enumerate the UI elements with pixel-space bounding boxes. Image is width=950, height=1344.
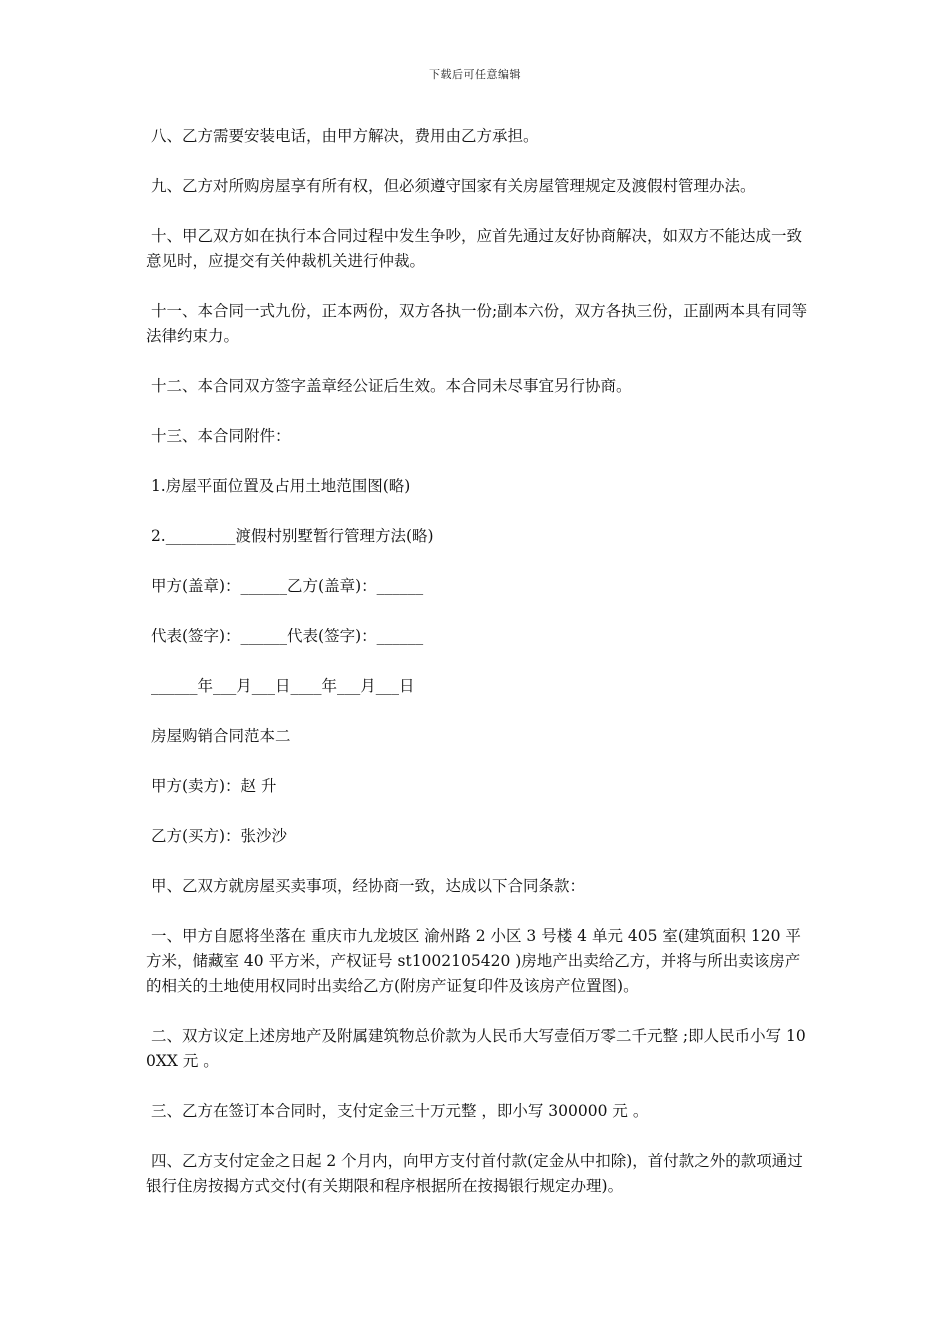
article-1: 一、甲方自愿将坐落在 重庆市九龙坡区 渝州路 2 小区 3 号楼 4 单元 405 室(建筑面积 120 平方米，储藏室 40 平方米，产权证号 st1002105420 )房地产出卖给乙方，并将与所出卖该房产的相关的土地使用权同时出卖给乙方(附房产证复印件及该房产位置图)。 bbox=[146, 927, 801, 995]
clause-8: 八、乙方需要安装电话，由甲方解决，费用由乙方承担。 bbox=[146, 127, 539, 145]
page-header: 下载后可任意编辑 bbox=[429, 68, 521, 81]
seal-line: 甲方(盖章)：______乙方(盖章)：______ bbox=[146, 577, 424, 595]
party-b: 乙方(买方)：张沙沙 bbox=[146, 827, 288, 845]
attachment-2: 2._________渡假村别墅暂行管理方法(略) bbox=[146, 527, 434, 545]
signature-line: 代表(签字)：______代表(签字)：______ bbox=[146, 627, 424, 645]
date-line: ______年___月___日____年___月___日 bbox=[146, 677, 415, 695]
clause-12: 十二、本合同双方签字盖章经公证后生效。本合同未尽事宜另行协商。 bbox=[146, 377, 632, 395]
clause-13: 十三、本合同附件： bbox=[146, 427, 291, 445]
party-a: 甲方(卖方)：赵 升 bbox=[146, 777, 277, 795]
article-3: 三、乙方在签订本合同时，支付定金三十万元整 ，即小写 300000 元 。 bbox=[146, 1102, 649, 1120]
preamble: 甲、乙双方就房屋买卖事项，经协商一致，达成以下合同条款： bbox=[146, 877, 585, 895]
section-title: 房屋购销合同范本二 bbox=[146, 727, 291, 745]
clause-10: 十、甲乙双方如在执行本合同过程中发生争吵，应首先通过友好协商解决，如双方不能达成一致意见时，应提交有关仲裁机关进行仲裁。 bbox=[146, 227, 802, 270]
article-2: 二、双方议定上述房地产及附属建筑物总价款为人民币大写壹佰万零二千元整 ;即人民币小写 100XX 元 。 bbox=[146, 1027, 806, 1070]
clause-9: 九、乙方对所购房屋享有所有权，但必须遵守国家有关房屋管理规定及渡假村管理办法。 bbox=[146, 177, 756, 195]
attachment-1: 1.房屋平面位置及占用土地范围图(略) bbox=[146, 477, 411, 495]
document-body bbox=[146, 124, 808, 1224]
article-4: 四、乙方支付定金之日起 2 个月内，向甲方支付首付款(定金从中扣除)，首付款之外的款项通过银行住房按揭方式交付(有关期限和程序根据所在按揭银行规定办理)。 bbox=[146, 1152, 803, 1195]
clause-11: 十一、本合同一式九份，正本两份，双方各执一份;副本六份，双方各执三份，正副两本具有同等法律约束力。 bbox=[146, 302, 808, 345]
